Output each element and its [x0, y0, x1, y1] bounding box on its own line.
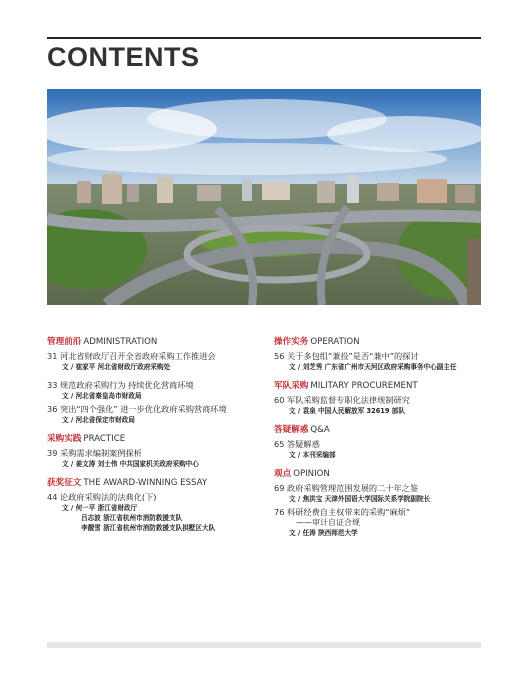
- entry-line: [274, 507, 494, 518]
- city-interchange-photo: [47, 89, 481, 305]
- entry-line: [47, 448, 262, 459]
- top-rule: [47, 37, 481, 39]
- section-heading-en: PRACTICE: [83, 434, 126, 444]
- toc-entry[interactable]: [47, 404, 262, 425]
- article-title: 答疑解惑: [287, 439, 320, 449]
- article-author: 李靓雪 浙江省杭州市消防救援支队拱墅区大队: [81, 524, 216, 532]
- entry-line: [47, 404, 262, 415]
- section-heading-cn: 采购实践: [47, 434, 82, 444]
- article-author: 文 / 何一平 浙江省财政厅: [62, 504, 138, 512]
- toc-entry[interactable]: [274, 395, 494, 416]
- toc-section: [274, 468, 494, 538]
- page-number: 39: [47, 448, 58, 458]
- entry-line: [274, 439, 494, 450]
- toc-section: [47, 380, 262, 425]
- section-heading-cn: 军队采购: [274, 381, 309, 391]
- section-heading-cn: 获奖征文: [47, 478, 82, 488]
- section-heading: [47, 433, 262, 445]
- page-number: 36: [47, 404, 58, 414]
- section-heading-cn: 观点: [274, 469, 292, 479]
- page-number: 44: [47, 492, 58, 502]
- section-heading-en: OPINION: [293, 469, 330, 479]
- toc-left-column: [47, 336, 262, 541]
- section-heading: [47, 477, 262, 489]
- page-number: 69: [274, 483, 285, 493]
- toc-entry[interactable]: [47, 351, 262, 372]
- toc-section: [274, 336, 494, 372]
- page-number: 33: [47, 380, 58, 390]
- article-title: 关于多包组“兼投”是否“兼中”的探讨: [287, 351, 419, 361]
- entry-line: [274, 351, 494, 362]
- article-author: 文 / 姜文涛 刘士伟 中共国家机关政府采购中心: [62, 460, 199, 468]
- toc-entry[interactable]: [274, 507, 494, 538]
- article-title: 规范政府采购行为 持续优化营商环境: [60, 380, 194, 390]
- page-number: 56: [274, 351, 285, 361]
- section-heading: [274, 424, 494, 436]
- entry-line: [274, 483, 494, 494]
- bottom-bar: [47, 642, 481, 648]
- article-author: 吕志波 浙江省杭州市消防救援支队: [81, 514, 183, 522]
- toc-entry[interactable]: [274, 483, 494, 504]
- article-title: 科研经费自主权带来的采购“麻烦”: [287, 507, 411, 517]
- section-heading-en: Q&A: [310, 425, 330, 435]
- article-title: 军队采购监督专职化法律规制研究: [287, 395, 410, 405]
- article-author: 文 / 任涛 陕西师范大学: [289, 529, 358, 537]
- article-author: 文 / 本刊采编部: [289, 451, 336, 459]
- article-author: 文 / 刘芝秀 广东省广州市天河区政府采购事务中心副主任: [289, 363, 457, 371]
- page-number: 31: [47, 351, 58, 361]
- entry-line: [47, 351, 262, 362]
- section-heading-en: MILITARY PROCUREMENT: [310, 381, 418, 391]
- toc-entry[interactable]: [47, 448, 262, 469]
- toc-section: [274, 424, 494, 460]
- page-number: 65: [274, 439, 285, 449]
- toc-entry[interactable]: [47, 492, 262, 533]
- page-number: 60: [274, 395, 285, 405]
- article-author: 文 / 焦洪宝 天津外国语大学国际关系学院副院长: [289, 495, 431, 503]
- article-title: 突出“四个强化” 进一步优化政府采购营商环境: [60, 404, 227, 414]
- article-author: 文 / 河北省保定市财政局: [62, 416, 135, 424]
- section-heading: [274, 468, 494, 480]
- toc-entry[interactable]: [274, 439, 494, 460]
- toc-right-column: [274, 336, 494, 546]
- section-heading-en: OPERATION: [310, 337, 360, 347]
- section-heading-cn: 管理前沿: [47, 337, 82, 347]
- article-title: 采购需求编制案例探析: [60, 448, 142, 458]
- article-subtitle: ——审计自证合规: [296, 518, 360, 527]
- article-author: 文 / 崔家平 河北省财政厅政府采购处: [62, 363, 171, 371]
- entry-line: [274, 395, 494, 406]
- toc-section: [47, 433, 262, 469]
- article-title: 论政府采购法的法典化(下): [60, 492, 157, 502]
- toc-section: [47, 477, 262, 533]
- toc-entry[interactable]: [47, 380, 262, 401]
- toc-entry[interactable]: [274, 351, 494, 372]
- section-heading: [47, 336, 262, 348]
- page-title: CONTENTS: [47, 42, 200, 72]
- entry-line: [47, 380, 262, 391]
- section-heading-cn: 答疑解惑: [274, 425, 309, 435]
- article-title: 政府采购管理范围发展的二十年之鉴: [287, 483, 419, 493]
- section-heading: [274, 380, 494, 392]
- article-author: 文 / 河北省秦皇岛市财政局: [62, 392, 142, 400]
- article-author: 文 / 袁泉 中国人民解放军 32619 部队: [289, 407, 405, 415]
- page-number: 76: [274, 507, 285, 517]
- section-heading-cn: 操作实务: [274, 337, 309, 347]
- section-heading-en: ADMINISTRATION: [83, 337, 158, 347]
- section-heading-en: THE AWARD-WINNING ESSAY: [83, 478, 208, 488]
- toc-section: [274, 380, 494, 416]
- entry-line: [47, 492, 262, 503]
- section-heading: [274, 336, 494, 348]
- toc-section: [47, 336, 262, 372]
- article-title: 河北省财政厅召开全省政府采购工作推进会: [60, 351, 216, 361]
